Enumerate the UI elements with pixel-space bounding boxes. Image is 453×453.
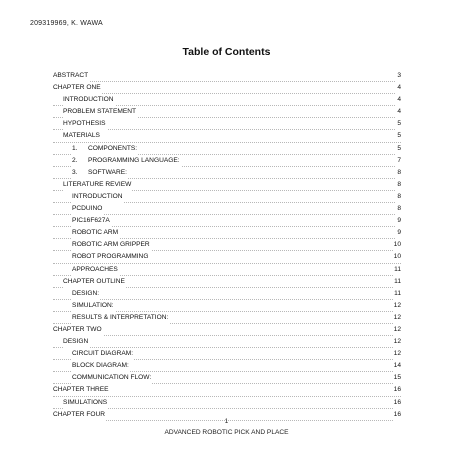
toc-entry-page: 16 xyxy=(393,397,401,409)
toc-entry-page: 12 xyxy=(393,336,401,348)
toc-entry-text: APPROACHES xyxy=(72,265,118,273)
toc-entry-label xyxy=(63,94,115,106)
toc-entry-page: 10 xyxy=(393,239,401,251)
toc-entry-label xyxy=(53,324,103,336)
toc-entry[interactable] xyxy=(53,130,401,142)
footer-page-number: 1 xyxy=(224,418,229,425)
toc-entry-label xyxy=(72,143,138,155)
toc-entry-number: 1. xyxy=(72,144,78,152)
toc-entry-text: SIMULATIONS xyxy=(63,398,108,406)
toc-entry-number: 3. xyxy=(72,168,78,176)
toc-entry[interactable] xyxy=(53,239,401,251)
toc-entry[interactable] xyxy=(53,288,401,300)
toc-entry-number: 2. xyxy=(72,156,78,164)
toc-entry[interactable] xyxy=(53,143,401,155)
toc-entry[interactable] xyxy=(53,203,401,215)
toc-entry[interactable] xyxy=(53,70,401,82)
footer-title: ADVANCED ROBOTIC PICK AND PLACE xyxy=(164,429,289,436)
toc-entry-text: COMPONENTS: xyxy=(88,144,138,152)
header-author-line: 209319969, K. WAWA xyxy=(30,20,103,27)
toc-entry-page: 8 xyxy=(396,179,401,191)
toc-entry-label xyxy=(72,372,152,384)
toc-entry-page: 5 xyxy=(396,143,401,155)
toc-entry-label xyxy=(53,70,89,82)
toc-entry[interactable] xyxy=(53,179,401,191)
toc-entry-text: PCDUINO xyxy=(72,205,103,213)
toc-entry-label xyxy=(72,239,151,251)
toc-entry-page: 12 xyxy=(393,324,401,336)
toc-entry-text: ROBOT PROGRAMMING xyxy=(72,253,149,261)
toc-entry[interactable] xyxy=(53,276,401,288)
toc-entry[interactable] xyxy=(53,397,401,409)
toc-entry-text: SOFTWARE: xyxy=(88,168,127,176)
toc-entry[interactable] xyxy=(53,264,401,276)
toc-entry-page: 11 xyxy=(393,288,401,300)
toc-entry-page: 10 xyxy=(393,251,401,263)
toc-entry-page: 8 xyxy=(396,191,401,203)
toc-entry[interactable] xyxy=(53,191,401,203)
toc-entry-page: 4 xyxy=(396,94,401,106)
toc-entry-label xyxy=(72,312,169,324)
toc-entry-label xyxy=(53,82,102,94)
toc-entry-label xyxy=(72,227,119,239)
toc-entry-text: LITERATURE REVIEW xyxy=(63,180,132,188)
toc-entry-text: INTRODUCTION xyxy=(63,96,114,104)
toc-entry-label xyxy=(72,264,119,276)
toc-entry-page: 5 xyxy=(396,118,401,130)
toc-entry-text: PROBLEM STATEMENT xyxy=(63,108,137,116)
toc-entry-page: 11 xyxy=(393,276,401,288)
toc-entry[interactable] xyxy=(53,94,401,106)
toc-entry-label xyxy=(72,203,103,215)
toc-entry-page: 15 xyxy=(393,372,401,384)
toc-entry-text: CHAPTER OUTLINE xyxy=(63,277,125,285)
toc-entry[interactable] xyxy=(53,251,401,263)
toc-entry-page: 9 xyxy=(396,227,401,239)
toc-entry-label xyxy=(72,155,181,167)
toc-entry-label xyxy=(72,288,100,300)
toc-entry-page: 5 xyxy=(396,130,401,142)
toc-entry-label xyxy=(72,300,115,312)
toc-entry-text: ABSTRACT xyxy=(53,72,89,79)
toc-entry-text: PIC16F627A xyxy=(72,217,110,225)
toc-entry-text: BLOCK DIAGRAM: xyxy=(72,362,129,370)
toc-entry-page: 16 xyxy=(393,384,401,396)
toc-entry-text: SIMULATION: xyxy=(72,301,114,309)
toc-entry-text: CHAPTER ONE xyxy=(53,84,101,92)
toc-entry[interactable] xyxy=(53,360,401,372)
toc-entry-label xyxy=(72,348,134,360)
toc-entry[interactable] xyxy=(53,324,401,336)
toc-entry-text: COMMUNICATION FLOW: xyxy=(72,374,152,382)
toc-entry-page: 7 xyxy=(396,155,401,167)
toc-entry[interactable] xyxy=(53,336,401,348)
toc-entry-page: 8 xyxy=(396,167,401,179)
toc-entry-label xyxy=(63,130,101,142)
toc-entry-text: ROBOTIC ARM xyxy=(72,229,119,237)
toc-entry-text: ROBOTIC ARM GRIPPER xyxy=(72,241,150,249)
toc-entry-text: CIRCUIT DIAGRAM: xyxy=(72,350,134,358)
toc-entry-label xyxy=(63,276,126,288)
toc-entry-label xyxy=(53,384,110,396)
toc-entry-page: 8 xyxy=(396,203,401,215)
toc-entry[interactable] xyxy=(53,312,401,324)
toc-entry-text: INTRODUCTION xyxy=(72,192,123,200)
toc-entry-text: CHAPTER FOUR xyxy=(53,410,106,418)
toc-entry[interactable] xyxy=(53,106,401,118)
toc-entry-text: PROGRAMMING LANGUAGE: xyxy=(88,156,180,164)
toc-entry-page: 16 xyxy=(393,409,401,421)
toc-entry-page: 3 xyxy=(396,70,401,82)
toc-entry[interactable] xyxy=(53,348,401,360)
toc-entry-text: DESIGN xyxy=(63,338,89,346)
toc-entry[interactable] xyxy=(53,118,401,130)
toc-entry-label xyxy=(63,106,137,118)
toc-entry-label xyxy=(63,118,107,130)
toc-entry-page: 12 xyxy=(393,312,401,324)
toc-title: Table of Contents xyxy=(182,46,271,58)
toc-entry-page: 12 xyxy=(393,300,401,312)
toc-entry-page: 12 xyxy=(393,348,401,360)
toc-entry-label xyxy=(63,336,89,348)
toc-entry-page: 11 xyxy=(393,264,401,276)
toc-entry-text: HYPOTHESIS xyxy=(63,120,106,128)
toc-entry[interactable] xyxy=(53,167,401,179)
toc-entry-label xyxy=(72,167,128,179)
toc-entry[interactable] xyxy=(53,215,401,227)
toc-entry-label xyxy=(72,360,130,372)
toc-entry-text: CHAPTER TWO xyxy=(53,325,102,333)
toc-entry-label xyxy=(72,251,149,263)
toc-entry-label xyxy=(72,191,124,203)
toc-entry-text: CHAPTER THREE xyxy=(53,386,109,394)
toc-entry-text: MATERIALS xyxy=(63,132,100,140)
toc-entry[interactable] xyxy=(53,384,401,396)
toc-entry-label xyxy=(63,397,108,409)
toc-entry-label xyxy=(72,215,111,227)
toc-entry-page: 14 xyxy=(393,360,401,372)
toc-entry-page: 4 xyxy=(396,106,401,118)
toc-entry[interactable] xyxy=(53,300,401,312)
toc-entry[interactable] xyxy=(53,155,401,167)
toc-list xyxy=(53,70,401,421)
toc-entry-page: 9 xyxy=(396,215,401,227)
toc-entry-page: 4 xyxy=(396,82,401,94)
toc-entry-label xyxy=(63,179,132,191)
toc-entry-text: RESULTS & INTERPRETATION: xyxy=(72,313,169,321)
toc-entry[interactable] xyxy=(53,82,401,94)
toc-entry-text: DESIGN: xyxy=(72,289,100,297)
toc-entry[interactable] xyxy=(53,372,401,384)
toc-entry[interactable] xyxy=(53,227,401,239)
